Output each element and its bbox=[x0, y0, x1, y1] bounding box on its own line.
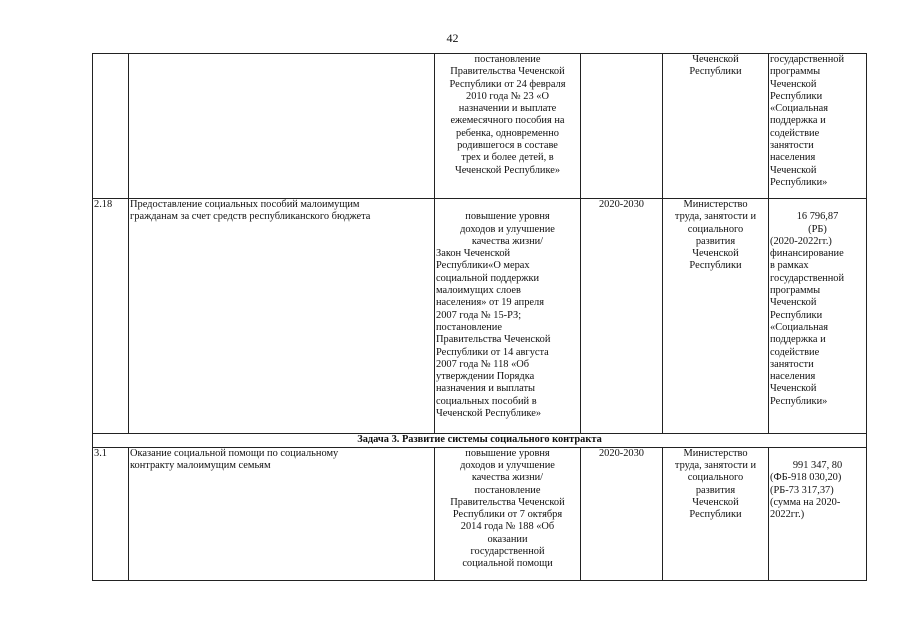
funding-amount-text: 16 796,87 (РБ) bbox=[796, 211, 839, 235]
task-heading: Задача 3. Развитие системы социального контракта bbox=[93, 433, 867, 447]
task-heading-row bbox=[93, 433, 867, 447]
executor-cell: Министерство труда, занятости и социального развития Чеченской Республики bbox=[663, 447, 769, 580]
row-number-cell: 2.18 bbox=[93, 199, 129, 434]
measures-table bbox=[92, 53, 867, 581]
term-cell bbox=[581, 54, 663, 199]
row-number-cell: 3.1 bbox=[93, 447, 129, 580]
page-number: 42 bbox=[446, 31, 459, 45]
row-number-cell bbox=[93, 54, 129, 199]
measure-name-cell: Оказание социальной помощи по социальному контракту малоимущим семьям bbox=[129, 447, 435, 580]
table-row-3-1 bbox=[93, 447, 867, 580]
legal-basis-cell bbox=[435, 199, 581, 434]
executor-cell: Чеченской Республики bbox=[663, 54, 769, 199]
measure-name-cell bbox=[129, 54, 435, 199]
legal-basis-text: Закон Чеченской Республики«О мерах социальной поддержки малоимущих слоев населения» от 19 апреля 2007 года № 15-РЗ; постановление Правительства Чеченской Республики от 14 августа 2007 года № 118 «Об утверждении Порядка назначения и выплаты социальных пособий в Чеченской Республике» bbox=[436, 248, 551, 420]
term-cell: 2020-2030 bbox=[581, 199, 663, 434]
legal-basis-cell: повышение уровня доходов и улучшение качества жизни/ постановление Правительства Чеченской Республики от 7 октября 2014 года № 188 «Об оказании государственной социальной помощи bbox=[435, 447, 581, 580]
funding-cell: государственной программы Чеченской Республики «Социальная поддержка и содействие занятости населения Чеченской Республики» bbox=[769, 54, 867, 199]
funding-amount-text: 991 347, 80 bbox=[792, 459, 843, 471]
funding-source-text: (ФБ-918 030,20) (РБ-73 317,37) (сумма на 2020- 2022гг.) bbox=[770, 472, 842, 521]
term-cell: 2020-2030 bbox=[581, 447, 663, 580]
funding-cell bbox=[769, 199, 867, 434]
funding-source-text: (2020-2022гг.) финансирование в рамках государственной программы Чеченской Республики «Социальная поддержка и содействие занятости населения Чеченской Республики» bbox=[770, 235, 845, 407]
measure-name-cell: Предоставление социальных пособий малоимущим гражданам за счет средств республиканского бюджета bbox=[129, 199, 435, 434]
legal-basis-cell: постановление Правительства Чеченской Республики от 24 февраля 2010 года № 23 «О назначении и выплате ежемесячного пособия на ребенка, одновременно родившегося в составе трех и более детей, в Чеченской Республике» bbox=[435, 54, 581, 199]
executor-cell: Министерство труда, занятости и социального развития Чеченской Республики bbox=[663, 199, 769, 434]
table-row-continued bbox=[93, 54, 867, 199]
expected-result-text: повышение уровня доходов и улучшение качества жизни/ bbox=[460, 211, 555, 247]
table-row-2-18 bbox=[93, 199, 867, 434]
funding-cell bbox=[769, 447, 867, 580]
